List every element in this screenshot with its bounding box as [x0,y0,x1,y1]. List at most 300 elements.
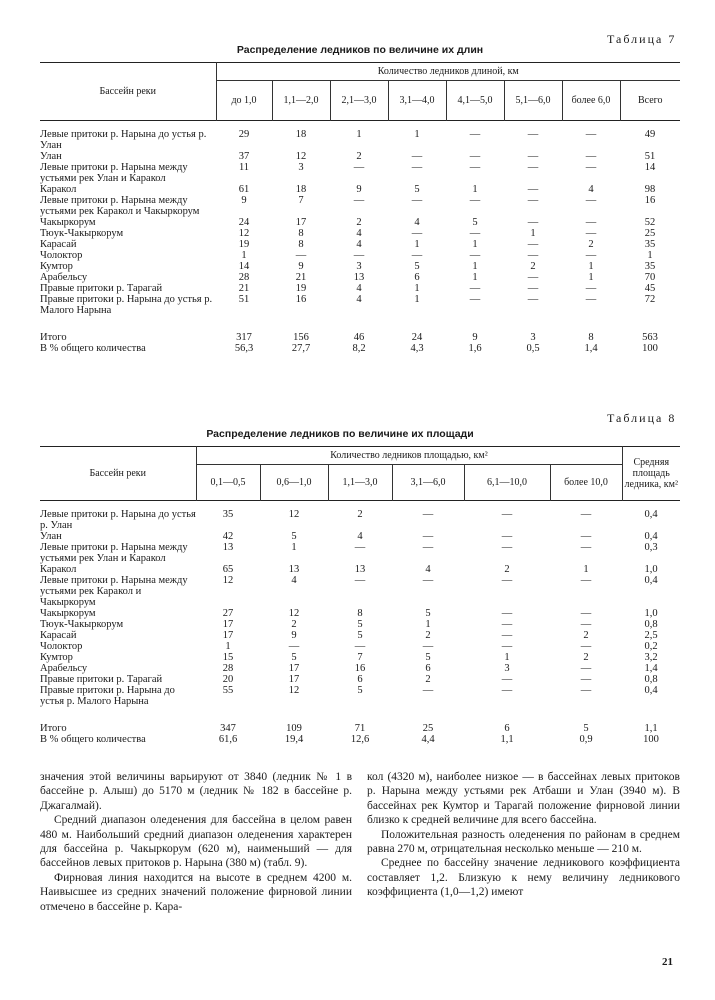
row-label: Левые притоки р. Нарына между устьями рек Каракол и Чакыркорум [40,575,188,608]
table-cell: — [422,641,434,652]
table-cell: 6 [414,272,420,283]
row-label: Улан [40,151,62,162]
table-cell: 1,6 [468,343,482,354]
table-cell: — [469,129,481,140]
row-label: Левые притоки р. Нарына до устья р. Улан [40,129,207,151]
table-cell: — [501,641,513,652]
table-cell: 51 [644,151,656,162]
table-cell: 0,8 [644,619,658,630]
row-label: Кумтор [40,261,73,272]
table-cell: 21 [295,272,307,283]
table-cell: 2 [356,151,362,162]
table-cell: 49 [644,129,656,140]
table-cell: 55 [222,685,234,696]
table-cell: 4 [356,294,362,305]
table-cell: — [411,162,423,173]
row-label: Каракол [40,184,77,195]
table-cell: 17 [295,217,307,228]
table-cell: — [585,250,597,261]
table-cell: 8 [588,332,594,343]
table-row [40,564,680,575]
table-cell: — [422,575,434,586]
table-cell: — [295,250,307,261]
table-cell: 5 [425,652,431,663]
row-label: Чакыркорум [40,217,96,228]
table-cell: 156 [293,332,309,343]
table-cell: 11 [238,162,250,173]
paragraph: Фирновая линия находится на высоте в среднем 4200 м. Наивысшее из средних значений положение фирновой линии отмечено в бассейне р. Кара- [40,871,352,913]
table-cell: — [501,685,513,696]
table-cell: 1,4 [644,663,658,674]
table-cell: — [580,542,592,553]
table-cell: — [411,250,423,261]
table-cell: — [585,217,597,228]
table-cell: — [411,151,423,162]
column-header: 3,1—6,0 [392,465,464,501]
table-cell: 18 [295,184,307,195]
table-cell: 2 [356,217,362,228]
table-cell: — [527,239,539,250]
table-cell: — [501,608,513,619]
table-row [40,294,680,316]
table-cell: 5 [357,619,363,630]
table-cell: — [354,575,366,586]
table-cell: 19,4 [284,734,304,745]
table-cell: — [422,509,434,520]
table-cell: — [353,250,365,261]
table-7-caption: Распределение ледников по величине их длин [236,44,484,56]
table-cell: 1 [588,272,594,283]
table-cell: 1 [472,184,478,195]
table-cell: 13 [288,564,300,575]
table-cell: — [501,619,513,630]
table-cell: — [580,575,592,586]
row-label: Левые притоки р. Нарына до устья р. Улан [40,509,196,531]
table-cell: — [469,195,481,206]
table-cell: 1,4 [584,343,598,354]
row-label: Арабельсу [40,272,88,283]
table-cell: — [527,162,539,173]
table-cell: 100 [643,734,659,745]
row-label: Кумтор [40,652,73,663]
table-cell: 2 [291,619,297,630]
row-label: Каракол [40,564,77,575]
table-cell: — [501,531,513,542]
table-cell: 72 [644,294,656,305]
table-cell: 37 [238,151,250,162]
table-cell: 25 [422,723,434,734]
table-cell: 0,5 [526,343,540,354]
paragraph: кол (4320 м), наиболее низкое — в бассейнах левых притоков р. Нарына между устьями рек Атбаши и Улан (3940 м). В бассейнах рек Кумтор и Тарагай положение фирновой линии близко к средней величине для всего бассейна. [367,771,680,827]
table-cell: 1 [472,272,478,283]
table-cell: 0,2 [644,641,658,652]
table-cell: 0,4 [644,685,658,696]
row-label: Чолоктор [40,641,83,652]
text-column-right [367,770,680,900]
table-cell: 1,0 [644,608,658,619]
table-cell: — [527,283,539,294]
table-8-header [40,447,680,501]
table-cell: — [527,250,539,261]
row-label: Итого [40,723,67,734]
table-row [40,129,680,151]
table-cell: — [580,509,592,520]
table-cell: 35 [644,261,656,272]
table-7-basin-header: Бассейн реки [99,86,156,97]
row-label: Карасай [40,239,77,250]
column-header: Всего [620,81,680,121]
table-cell: 1 [472,239,478,250]
table-cell: 13 [222,542,234,553]
table-7-label: Таблица 7 [607,32,677,46]
table-cell: 5 [425,608,431,619]
table-cell: 8 [298,239,304,250]
table-cell: 3 [504,663,510,674]
table-cell: 17 [222,619,234,630]
table-cell: 13 [354,564,366,575]
table-cell: 27,7 [291,343,311,354]
table-cell: 21 [238,283,250,294]
row-label: Правые притоки р. Тарагай [40,674,163,685]
table-cell: 4 [356,283,362,294]
column-header: более 6,0 [562,81,620,121]
table-row [40,250,680,261]
table-cell: 5 [414,261,420,272]
table-cell: 2 [583,630,589,641]
table-cell: 4,4 [421,734,435,745]
table-row [40,261,680,272]
table-cell: 8 [357,608,363,619]
table-cell: 2 [583,652,589,663]
table-cell: 1 [414,239,420,250]
table-cell: 9 [241,195,247,206]
table-cell: 1 [530,228,536,239]
table-cell: 51 [238,294,250,305]
table-cell: — [580,619,592,630]
table-cell: 3 [356,261,362,272]
table-row [40,630,680,641]
column-header: 3,1—4,0 [388,81,446,121]
table-row [40,734,680,745]
column-header: 1,1—3,0 [328,465,392,501]
table-cell: — [353,162,365,173]
row-label: Тюук-Чакыркорум [40,619,124,630]
table-cell: — [585,195,597,206]
table-cell: 4 [425,564,431,575]
table-cell: 0,4 [644,509,658,520]
table-cell: 5 [291,531,297,542]
table-cell: 1 [241,250,247,261]
table-8-basin-header: Бассейн реки [89,468,146,479]
table-cell: 2 [530,261,536,272]
table-cell: 9 [472,332,478,343]
table-cell: 0,9 [579,734,593,745]
row-label: Карасай [40,630,77,641]
table-cell: 3 [298,162,304,173]
row-label: Итого [40,332,67,343]
table-cell: — [501,542,513,553]
row-label: Левые притоки р. Нарына между устьями рек Улан и Каракол [40,542,188,564]
column-header: 1,1—2,0 [272,81,330,121]
table-8-label: Таблица 8 [607,411,677,425]
table-cell: 18 [295,129,307,140]
table-cell: 4,3 [410,343,424,354]
table-cell: 61 [238,184,250,195]
table-cell: 29 [238,129,250,140]
row-label: Левые притоки р. Нарына между устьями рек Каракол и Чакыркорум [40,195,200,217]
table-row [40,531,680,542]
table-cell: 1 [588,261,594,272]
row-label: В % общего количества [40,734,146,745]
row-label: Правые притоки р. Нарына до устья р. Малого Нарына [40,294,213,316]
table-cell: — [527,151,539,162]
table-cell: 5 [357,630,363,641]
paragraph: Средний диапазон оледенения для бассейна в целом равен 480 м. Наибольший средний диапазон оледенения характерен для бассейна р. Чакыркорум (620 м), наименьший — для бассейнов левых притоков р. Нарына (380 м) (табл. 9). [40,814,352,870]
table-cell: 0,8 [644,674,658,685]
table-cell: 16 [295,294,307,305]
table-cell: 1 [504,652,510,663]
table-cell: — [501,575,513,586]
table-cell: 5 [291,652,297,663]
table-cell: — [585,162,597,173]
table-row [40,162,680,184]
table-cell: 19 [295,283,307,294]
table-cell: 8,2 [352,343,366,354]
row-label: Чакыркорум [40,608,96,619]
table-row [40,723,680,734]
table-row [40,217,680,228]
table-row [40,343,680,354]
table-cell: — [469,294,481,305]
table-cell: — [288,641,300,652]
table-cell: — [580,663,592,674]
table-cell: — [527,272,539,283]
table-cell: 28 [238,272,250,283]
table-cell: 4 [356,228,362,239]
table-cell: — [580,531,592,542]
table-cell: 12 [238,228,250,239]
table-cell: — [501,630,513,641]
table-cell: 2 [504,564,510,575]
table-cell: — [422,531,434,542]
table-cell: 563 [642,332,658,343]
table-row [40,332,680,343]
table-row [40,283,680,294]
table-8-caption: Распределение ледников по величине их площади [206,428,474,440]
table-cell: 5 [472,217,478,228]
table-cell: 13 [353,272,365,283]
row-label: В % общего количества [40,343,146,354]
table-cell: — [527,195,539,206]
table-cell: — [354,641,366,652]
table-cell: — [354,542,366,553]
table-cell: 1 [583,564,589,575]
table-cell: 71 [354,723,366,734]
table-cell: 65 [222,564,234,575]
table-cell: — [580,641,592,652]
table-cell: — [353,195,365,206]
table-cell: — [580,674,592,685]
table-cell: 24 [238,217,250,228]
table-cell: 0,4 [644,575,658,586]
table-7-group-header: Количество ледников длиной, км [216,63,680,81]
table-cell: — [501,509,513,520]
table-cell: 17 [288,674,300,685]
table-row [40,151,680,162]
table-row [40,184,680,195]
table-row [40,542,680,564]
table-row [40,663,680,674]
table-cell: — [527,129,539,140]
table-cell: 27 [222,608,234,619]
table-row [40,619,680,630]
table-cell: — [585,294,597,305]
table-cell: 4 [291,575,297,586]
column-header: 0,6—1,0 [260,465,328,501]
column-header: 5,1—6,0 [504,81,562,121]
table-cell: 4 [357,531,363,542]
table-cell: 5 [583,723,589,734]
table-cell: 100 [642,343,658,354]
table-cell: — [469,250,481,261]
table-cell: — [469,162,481,173]
table-cell: 1 [414,283,420,294]
table-cell: 4 [414,217,420,228]
table-cell: 2,5 [644,630,658,641]
table-cell: 14 [644,162,656,173]
table-cell: — [469,283,481,294]
column-header: более 10,0 [550,465,622,501]
row-label: Улан [40,531,62,542]
table-cell: — [527,184,539,195]
table-cell: 45 [644,283,656,294]
text-column-left [40,770,352,914]
table-cell: 1 [356,129,362,140]
table-cell: 109 [286,723,302,734]
table-cell: 7 [357,652,363,663]
table-cell: 1 [414,294,420,305]
table-row [40,228,680,239]
table-cell: — [411,228,423,239]
table-cell: 1 [414,129,420,140]
paragraph: значения этой величины варьируют от 3840 (ледник № 1 в бассейне р. Алыш) до 5170 м (ледник № 182 в бассейне р. Джагалмай). [40,771,352,812]
table-cell: — [585,283,597,294]
table-cell: 1,1 [644,723,658,734]
table-row [40,685,680,707]
table-cell: 20 [222,674,234,685]
row-label: Тюук-Чакыркорум [40,228,124,239]
table-cell: 317 [236,332,252,343]
table-cell: 6 [425,663,431,674]
table-cell: — [580,608,592,619]
table-cell: 6 [357,674,363,685]
table-cell: — [411,195,423,206]
table-cell: 5 [414,184,420,195]
table-cell: 14 [238,261,250,272]
column-header: 6,1—10,0 [464,465,550,501]
table-cell: 1 [472,261,478,272]
table-cell: 12,6 [350,734,370,745]
table-cell: — [585,129,597,140]
table-cell: 2 [588,239,594,250]
table-8 [40,446,680,745]
column-header: 0,1—0,5 [196,465,260,501]
table-cell: 1,1 [500,734,514,745]
page-number: 21 [662,956,673,968]
table-row [40,641,680,652]
table-cell: 35 [222,509,234,520]
table-cell: 35 [644,239,656,250]
table-8-average-header: Средняя площадь ледника, км² [622,447,680,501]
table-cell: — [527,294,539,305]
table-8-group-header: Количество ледников площадью, км² [196,447,622,465]
table-cell: 16 [354,663,366,674]
table-row [40,674,680,685]
table-row [40,195,680,217]
table-cell: — [422,542,434,553]
table-cell: 9 [291,630,297,641]
table-cell: 1 [291,542,297,553]
table-cell: 42 [222,531,234,542]
table-cell: 12 [288,685,300,696]
table-cell: 52 [644,217,656,228]
table-cell: 6 [504,723,510,734]
row-label: Правые притоки р. Тарагай [40,283,163,294]
column-header: до 1,0 [216,81,272,121]
paragraph: Положительная разность оледенения по районам в среднем равна 270 м, отрицательная несколько меньше — 210 м. [367,828,680,856]
table-cell: 12 [295,151,307,162]
table-cell: 8 [298,228,304,239]
paragraph: Среднее по бассейну значение ледникового коэффициента составляет 1,2. Близкую к нему величину ледникового коэффициента (1,0—1,2) имеют [367,857,680,899]
table-cell: 98 [644,184,656,195]
table-cell: 2 [357,509,363,520]
table-cell: — [580,685,592,696]
table-cell: 19 [238,239,250,250]
table-cell: 70 [644,272,656,283]
table-cell: — [527,217,539,228]
table-row [40,652,680,663]
row-label: Арабельсу [40,663,88,674]
table-cell: 3,2 [644,652,658,663]
table-cell: 0,3 [644,542,658,553]
table-cell: 17 [288,663,300,674]
table-cell: 1 [225,641,231,652]
table-cell: 0,4 [644,531,658,542]
row-label: Правые притоки р. Нарына до устья р. Малого Нарына [40,685,175,707]
table-cell: 12 [222,575,234,586]
table-cell: 4 [588,184,594,195]
table-cell: 347 [220,723,236,734]
table-cell: — [501,674,513,685]
table-row [40,608,680,619]
table-cell: 46 [353,332,365,343]
table-row [40,239,680,250]
table-cell: 15 [222,652,234,663]
row-label: Левые притоки р. Нарына между устьями рек Улан и Каракол [40,162,188,184]
table-cell: 9 [298,261,304,272]
table-cell: 2 [425,674,431,685]
table-cell: 1 [647,250,653,261]
table-cell: 56,3 [234,343,254,354]
table-cell: 7 [298,195,304,206]
table-cell: 24 [411,332,423,343]
table-7 [40,62,680,354]
table-cell: — [469,151,481,162]
table-7-header [40,63,680,121]
table-cell: 12 [288,608,300,619]
table-cell: 4 [356,239,362,250]
table-row [40,575,680,608]
